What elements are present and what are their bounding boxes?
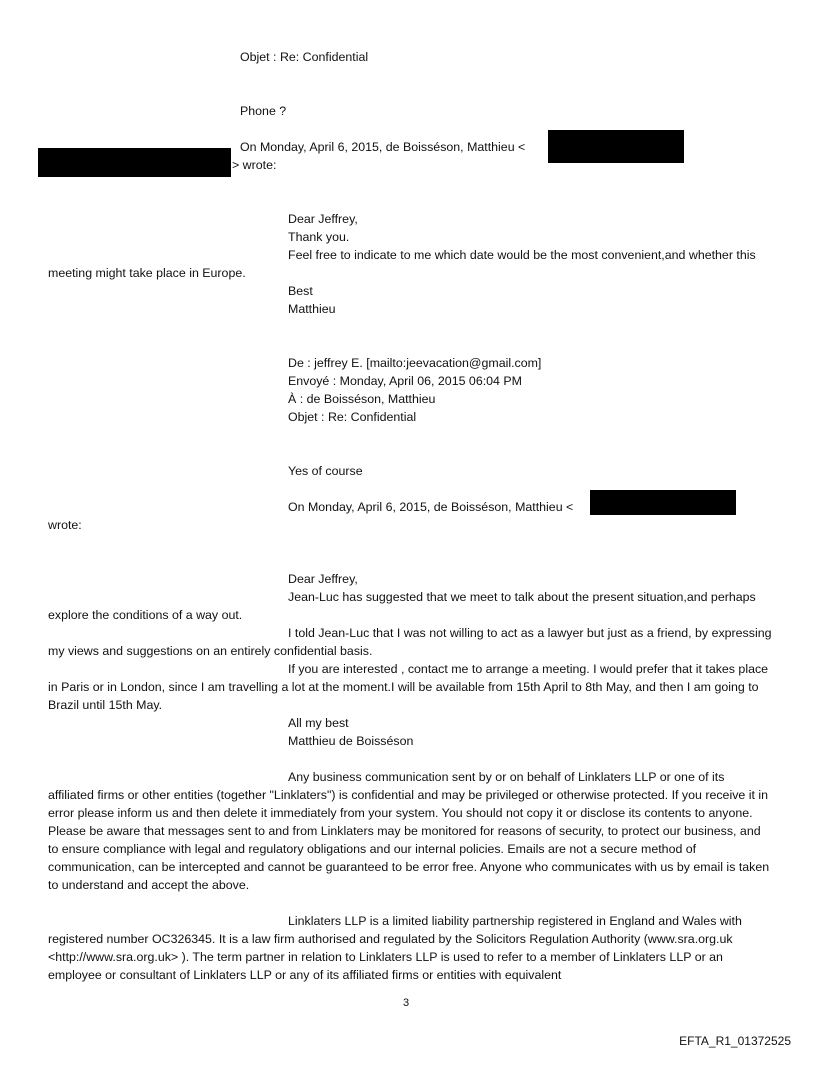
greeting: Dear Jeffrey,: [288, 212, 358, 226]
reply-body: Phone ?: [240, 104, 287, 118]
message-paragraph: I told Jean-Luc that I was not willing to act as a lawyer but just as a friend, by expressing my views and suggestions on an entirely confidential basis.: [48, 626, 772, 658]
document-id: EFTA_R1_01372525: [679, 1034, 791, 1048]
header-subject: Objet : Re: Confidential: [288, 410, 417, 424]
disclaimer-paragraph: Any business communication sent by or on behalf of Linklaters LLP or one of its affiliated firms or other entities (together "Linklaters") is confidential and may be privileged or otherwise protected. If you receive it in error please inform us and then delete it immediately from your system. You should not copy it or disclose its contents to anyone. Please be aware that messages sent to and from Linklaters may be monitored for reasons of security, to protect our business, and to ensure compliance with legal and regulatory obligations and our internal policies. Emails are not a secure method of communication, can be intercepted and cannot be guaranteed to be error free. Anyone who communicates with us by email is taken to understand and accept the above.: [48, 770, 770, 892]
attribution-wrote: wrote:: [48, 518, 82, 532]
redaction-box: [590, 490, 736, 515]
signature: Matthieu: [288, 302, 336, 316]
attribution-line: On Monday, April 6, 2015, de Boisséson, Matthieu <: [288, 500, 574, 514]
subject-line: Objet : Re: Confidential: [240, 50, 369, 64]
reply-body: Yes of course: [288, 464, 363, 478]
page-number: 3: [403, 997, 410, 1009]
message-paragraph: Feel free to indicate to me which date would be the most convenient,and whether this meeting might take place in Europe.: [48, 248, 756, 280]
header-from: De : jeffrey E. [mailto:jeevacation@gmail.com]: [288, 356, 542, 370]
header-sent: Envoyé : Monday, April 06, 2015 06:04 PM: [288, 374, 522, 388]
message-paragraph: If you are interested , contact me to arrange a meeting. I would prefer that it takes place in Paris or in London, since I am travelling a lot at the moment.I will be available from 15th April to 8th May, and then I am going to Brazil until 15th May.: [48, 662, 769, 712]
attribution-wrote: > wrote:: [232, 158, 277, 172]
disclaimer-paragraph: Linklaters LLP is a limited liability partnership registered in England and Wales with registered number OC326345. It is a law firm authorised and regulated by the Solicitors Regulation Authority (www.sra.org.uk <http://www.sra.org.uk> ). The term partner in relation to Linklaters LLP is used to refer to a member of Linklaters LLP or an employee or consultant of Linklaters LLP or any of its affiliated firms or entities with equivalent: [48, 914, 742, 982]
message-paragraph: Jean-Luc has suggested that we meet to talk about the present situation,and perhaps explore the conditions of a way out.: [48, 590, 756, 622]
closing: All my best: [288, 716, 349, 730]
attribution-line: On Monday, April 6, 2015, de Boisséson, Matthieu <: [240, 140, 526, 154]
redaction-box: [38, 148, 231, 177]
header-to: À : de Boisséson, Matthieu: [288, 392, 436, 406]
greeting: Dear Jeffrey,: [288, 572, 358, 586]
signature: Matthieu de Boisséson: [288, 734, 414, 748]
closing: Best: [288, 284, 313, 298]
message-line: Thank you.: [288, 230, 350, 244]
redaction-box: [548, 130, 684, 163]
